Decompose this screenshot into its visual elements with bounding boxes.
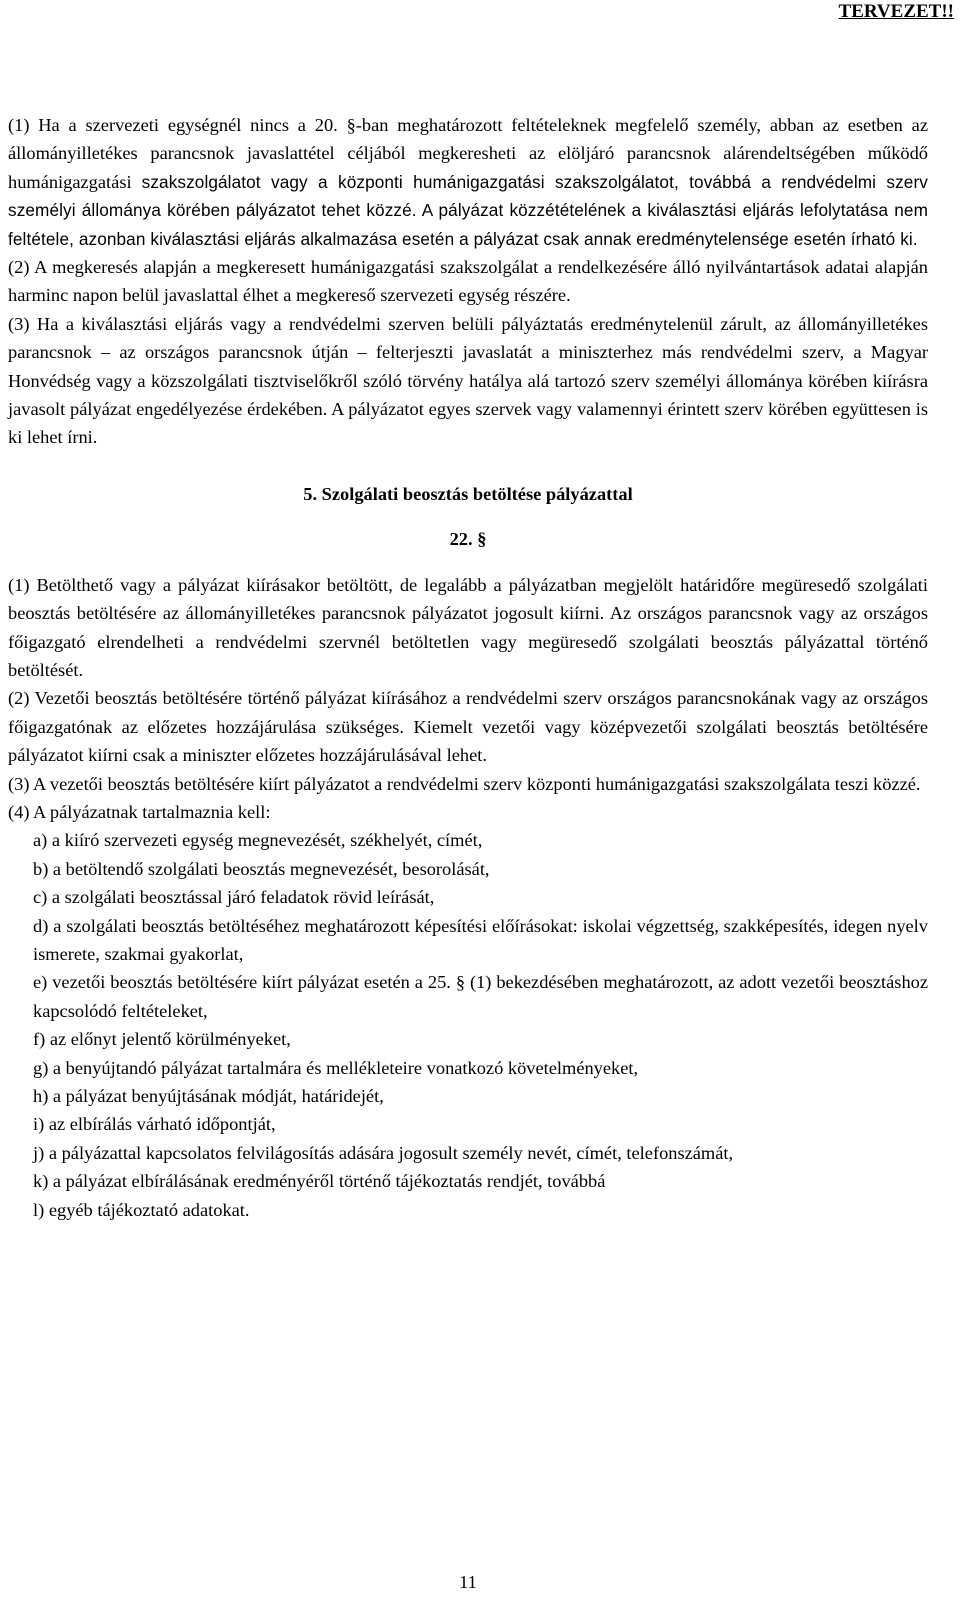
art21-paragraph-1-serif: (1) Ha a szervezeti egységnél nincs a 20. §-ban meghatározott feltételeknek megfelelő személy, abban az esetben az állományilletékes parancsnok javaslattétel céljából megkeresheti az elöljáró parancsnok alárendeltségében működő humánigazgatási [8,115,928,192]
art22-paragraph-4-intro: (4) A pályázatnak tartalmaznia kell: [8,801,271,822]
draft-header: TERVEZET!! [838,1,954,22]
list-item: k) a pályázat elbírálásának eredményéről történő tájékoztatás rendjét, továbbá [33,1171,606,1192]
list-item: i) az elbírálás várható időpontját, [33,1114,276,1135]
art21-paragraph-1-sans: szakszolgálatot vagy a központi humánigazgatási szakszolgálatot, továbbá a rendvédelmi szerv személyi állománya körében pályázatot tehet közzé. A pályázat közzétételének a kiválasztási eljárás lefolytatása nem feltétele, azonban kiválasztási eljárás alkalmazása esetén a pályázat csak annak eredménytelensége esetén írható ki. [8,171,928,249]
list-item: g) a benyújtandó pályázat tartalmára és mellékleteire vonatkozó követelményeket, [33,1057,639,1078]
art21-paragraph-2: (2) A megkeresés alapján a megkeresett humánigazgatási szakszolgálat a rendelkezésére álló nyilvántartások adatai alapján harminc napon belül javaslattal élhet a megkereső szervezeti egység részére. [8,257,928,306]
list-item: d) a szolgálati beosztás betöltéséhez meghatározott képesítési előírásokat: iskolai végzettség, szakképesítés, idegen nyelv ismerete, szakmai gyakorlat, [33,915,928,964]
art22-paragraph-3: (3) A vezetői beosztás betöltésére kiírt pályázatot a rendvédelmi szerv központi humánigazgatási szakszolgálata teszi közzé. [8,773,921,794]
list-item: l) egyéb tájékoztató adatokat. [33,1199,250,1220]
list-item: b) a betöltendő szolgálati beosztás megnevezését, besorolását, [33,858,490,879]
list-item: h) a pályázat benyújtásának módját, határidejét, [33,1086,384,1106]
list-item: c) a szolgálati beosztással járó feladatok rövid leírását, [33,887,435,908]
art22-paragraph-2: (2) Vezetői beosztás betöltésére történő pályázat kiírásához a rendvédelmi szerv országos parancsnokának vagy az országos főigazgatónak az előzetes hozzájárulása szükséges. Kiemelt vezetői vagy középvezetői szolgálati beosztás betöltésére pályázatot kiírni csak a miniszter előzetes hozzájárulásával lehet. [8,688,928,766]
document-body [8,111,928,1224]
art21-paragraph-1 [8,111,928,253]
art22-paragraph-1: (1) Betölthető vagy a pályázat kiírásakor betöltött, de legalább a pályázatban megjelölt határidőre megüresedő szolgálati beosztás betöltésére az állományilletékes parancsnok pályázatot jogosult kiírni. Az országos parancsnok vagy az országos főigazgató elrendelheti a rendvédelmi szervnél betöltetlen vagy megüresedő szolgálati beosztás pályázattal történő betöltését. [8,574,928,680]
art21-paragraph-3: (3) Ha a kiválasztási eljárás vagy a rendvédelmi szerven belüli pályáztatás eredménytelenül zárult, az állományilletékes parancsnok – az országos parancsnok útján – felterjeszti javaslatát a miniszterhez más rendvédelmi szerv, a Magyar Honvédség vagy a közszolgálati tisztviselőkről szóló törvény hatálya alá tartozó szerv személyi állománya körében kiírásra javasolt pályázat engedélyezése érdekében. A pályázatot egyes szervek vagy valamennyi érintett szerv körében együttesen is ki lehet írni. [8,313,928,448]
list-item: e) vezetői beosztás betöltésére kiírt pályázat esetén a 25. § (1) bekezdésében meghatározott, az adott vezetői beosztáshoz kapcsolódó feltételeket, [33,972,928,1021]
section-title: 5. Szolgálati beosztás betöltése pályázattal [303,483,633,504]
page-number: 11 [459,1572,477,1592]
list-item: a) a kiíró szervezeti egység megnevezését, székhelyét, címét, [33,830,483,851]
requirements-list [8,826,928,1224]
list-item: j) a pályázattal kapcsolatos felvilágosítás adására jogosult személy nevét, címét, telefonszámát, [33,1142,734,1163]
list-item: f) az előnyt jelentő körülményeket, [33,1029,291,1050]
section-number: 22. § [449,529,487,550]
